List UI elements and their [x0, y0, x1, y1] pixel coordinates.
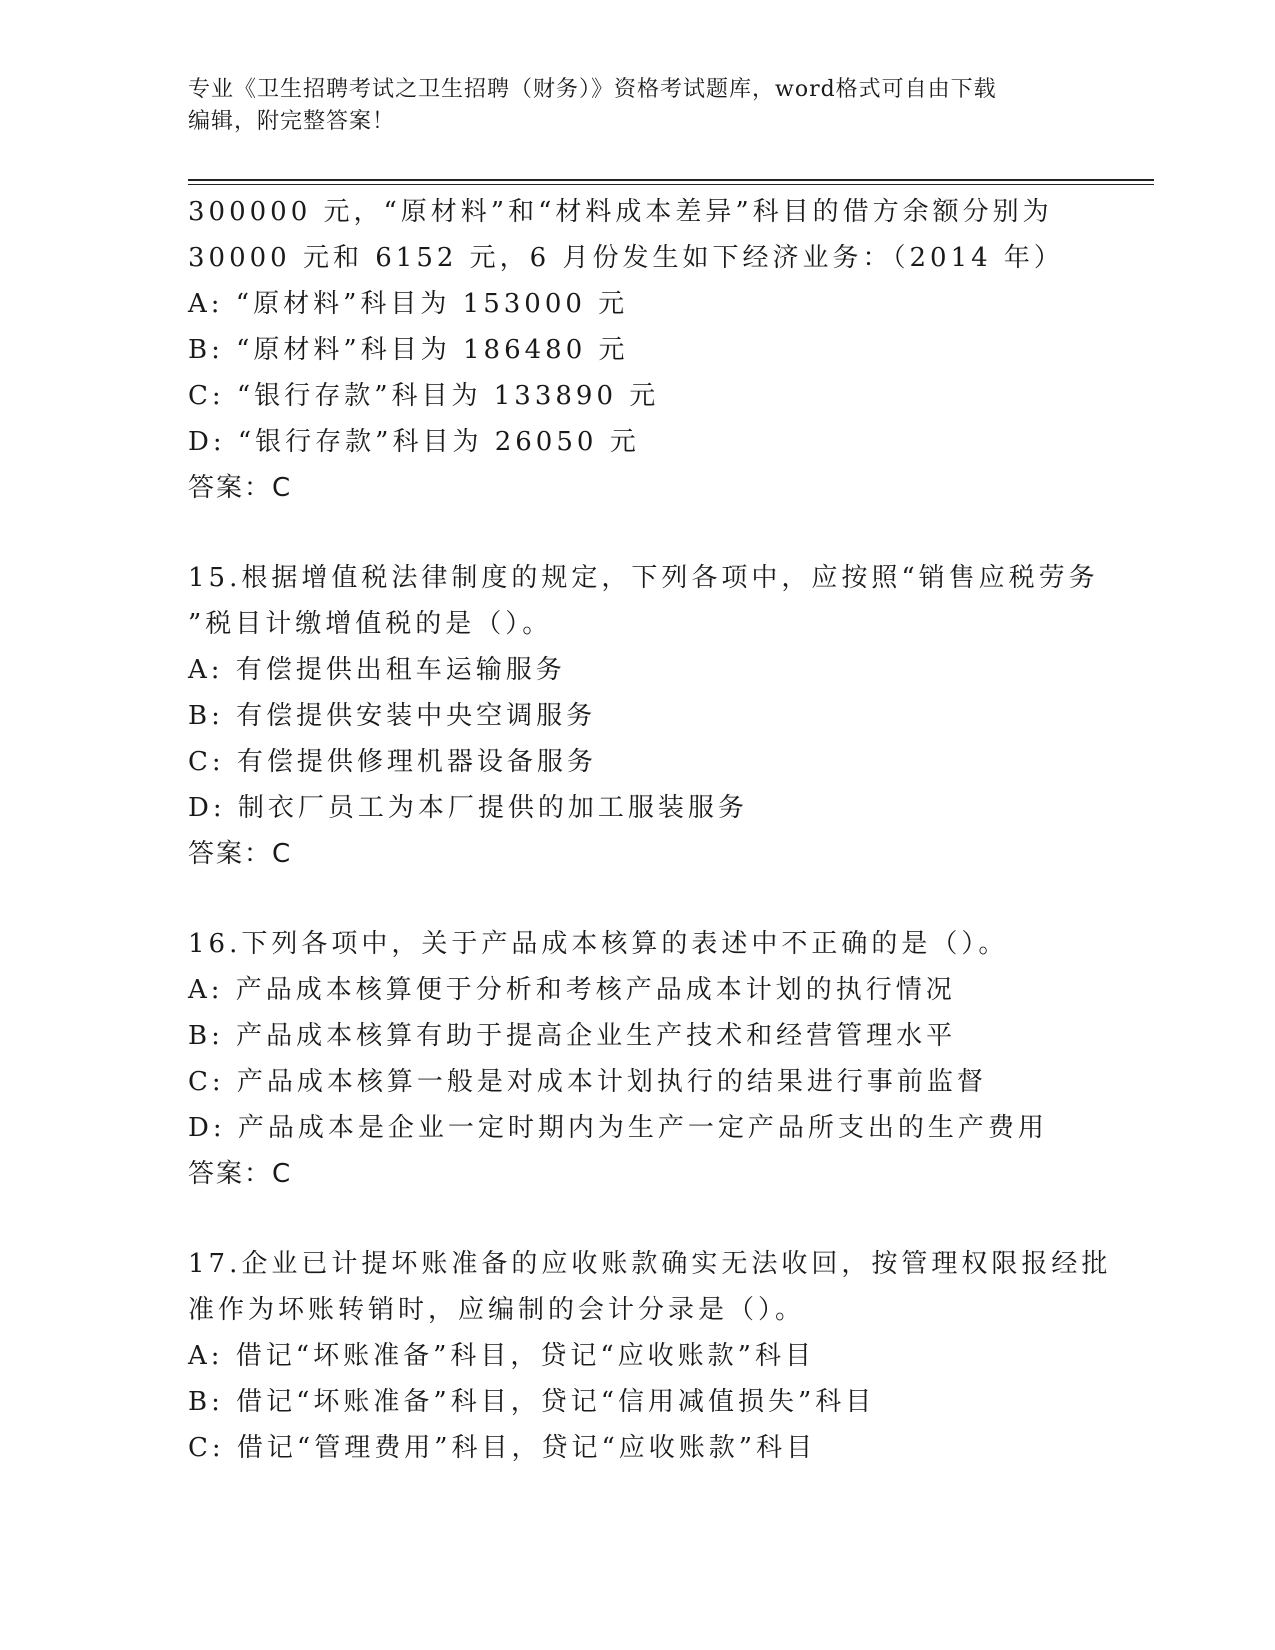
- question-list: [188, 189, 1128, 1471]
- answer-line: 答案：C: [188, 839, 293, 869]
- option-c: C: 产品成本核算一般是对成本计划执行的结果进行事前监督: [188, 1067, 987, 1097]
- option-b: B: 有偿提供安装中央空调服务: [188, 701, 597, 731]
- option-c: C: 有偿提供修理机器设备服务: [188, 747, 597, 777]
- option-a: A: 有偿提供出租车运输服务: [188, 655, 566, 685]
- answer-line: 答案：C: [188, 473, 293, 503]
- option-c: C: “银行存款”科目为 133890 元: [188, 381, 660, 411]
- document-header: [188, 74, 1088, 138]
- option-a: A: 借记“坏账准备”科目，贷记“应收账款”科目: [188, 1341, 815, 1371]
- header-divider-thin: [188, 184, 1154, 185]
- question-17: [188, 1241, 1128, 1471]
- option-a: A: 产品成本核算便于分析和考核产品成本计划的执行情况: [188, 975, 956, 1005]
- option-d: D: “银行存款”科目为 26050 元: [188, 427, 640, 457]
- answer-line: 答案：C: [188, 1159, 293, 1189]
- option-b: B: 产品成本核算有助于提高企业生产技术和经营管理水平: [188, 1021, 957, 1051]
- header-line-2: 编辑，附完整答案！: [188, 109, 396, 134]
- question-stem: ”税目计缴增值税的是（）。: [188, 609, 553, 639]
- question-stem: 16.下列各项中，关于产品成本核算的表述中不正确的是（）。: [188, 929, 1009, 959]
- option-a: A: “原材料”科目为 153000 元: [188, 289, 629, 319]
- question-15: [188, 555, 1128, 877]
- question-14: [188, 189, 1128, 511]
- question-stem: 准作为坏账转销时，应编制的会计分录是（）。: [188, 1295, 806, 1325]
- option-d: D: 制衣厂员工为本厂提供的加工服装服务: [188, 793, 748, 823]
- option-b: B: “原材料”科目为 186480 元: [188, 335, 629, 365]
- question-stem: 15.根据增值税法律制度的规定，下列各项中，应按照“销售应税劳务: [188, 563, 1099, 593]
- option-b: B: 借记“坏账准备”科目，贷记“信用减值损失”科目: [188, 1387, 876, 1417]
- option-d: D: 产品成本是企业一定时期内为生产一定产品所支出的生产费用: [188, 1113, 1048, 1143]
- option-c: C: 借记“管理费用”科目，贷记“应收账款”科目: [188, 1433, 817, 1463]
- question-stem: 30000 元和 6152 元，6 月份发生如下经济业务：（2014 年）: [188, 243, 1064, 273]
- header-divider-thick: [188, 179, 1154, 181]
- question-stem: 17.企业已计提坏账准备的应收账款确实无法收回，按管理权限报经批: [188, 1249, 1112, 1279]
- header-line-1: 专业《卫生招聘考试之卫生招聘（财务）》资格考试题库，word格式可自由下载: [188, 77, 997, 102]
- question-16: [188, 921, 1128, 1197]
- question-stem: 300000 元，“原材料”和“材料成本差异”科目的借方余额分别为: [188, 197, 1053, 227]
